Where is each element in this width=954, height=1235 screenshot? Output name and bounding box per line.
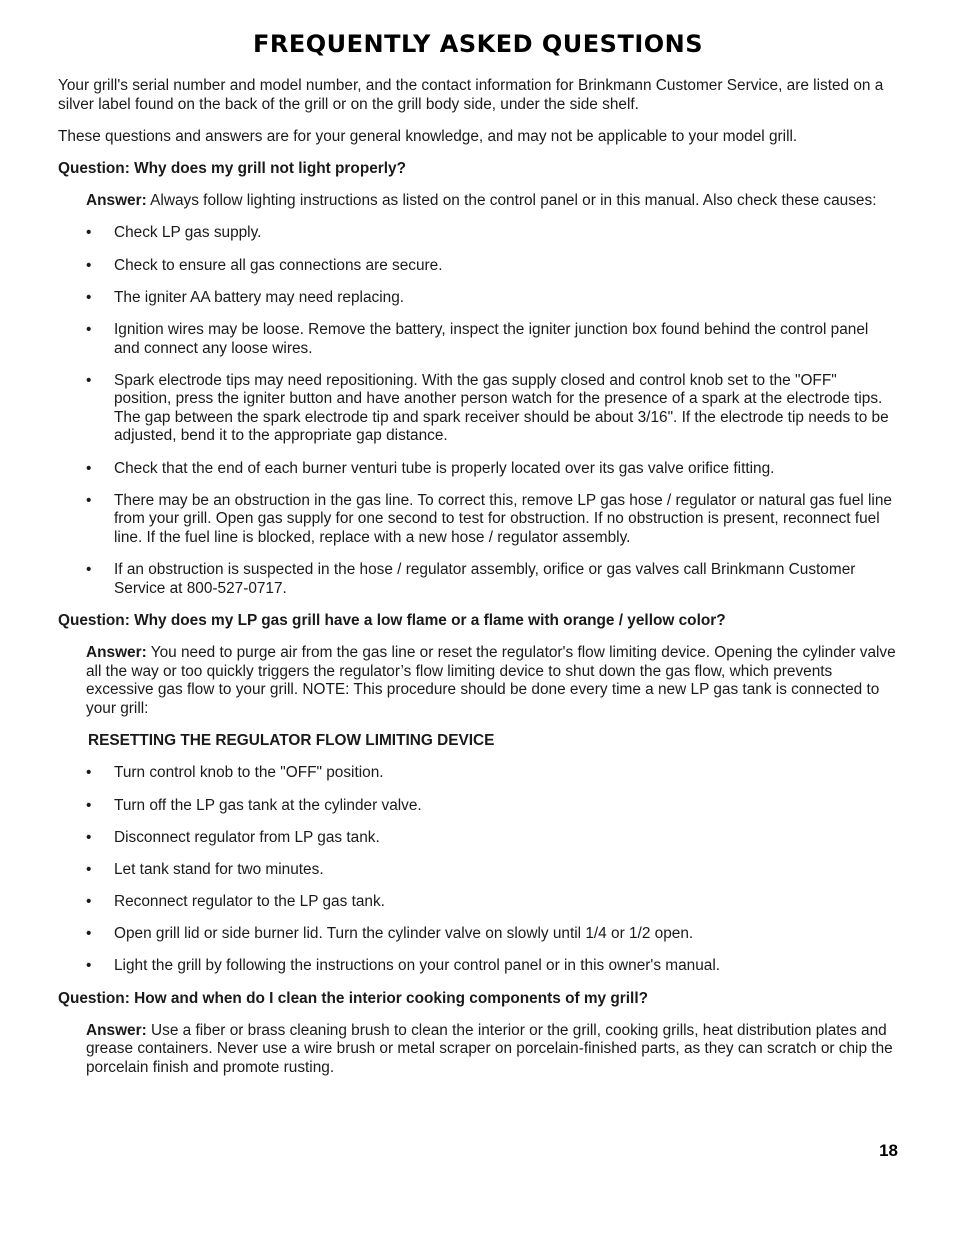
answer-2 [86,644,898,718]
question-3: Question: How and when do I clean the interior cooking components of my grill? [58,989,649,1007]
bullet-glyph: • [86,256,92,274]
list-item [58,861,898,880]
list-item [58,492,898,548]
list-item-text: There may be an obstruction in the gas line. To correct this, remove LP gas hose / regulator or natural gas fuel line from your grill. Open gas supply for one second to test for obstruction. If no obstruction is present, reconnect fuel line. If the fuel line is blocked, replace with a new hose / regulator assembly. [114,491,892,547]
answer-1 [86,192,898,211]
answer-label: Answer: [86,1021,147,1039]
content-flow [58,77,898,1091]
answer-2-bullets [58,764,898,976]
bullet-glyph: • [86,957,92,975]
intro-paragraph-2: These questions and answers are for your general knowledge, and may not be applicable to your model grill. [58,127,798,145]
list-item [58,797,898,816]
list-item [58,829,898,848]
list-item [58,224,898,243]
list-item [58,957,898,976]
bullet-glyph: • [86,371,92,389]
bullet-glyph: • [86,764,92,782]
question-1: Question: Why does my grill not light properly? [58,159,407,177]
list-item [58,764,898,783]
list-item [58,460,898,479]
bullet-glyph: • [86,893,92,911]
bullet-glyph: • [86,320,92,338]
list-item-text: Check to ensure all gas connections are secure. [114,256,443,274]
list-item-text: Reconnect regulator to the LP gas tank. [114,893,385,911]
list-item [58,372,898,446]
section-subheading: RESETTING THE REGULATOR FLOW LIMITING DEVICE [88,732,495,750]
list-item [58,321,898,358]
list-item [58,257,898,276]
intro-paragraph-1: Your grill's serial number and model number, and the contact information for Brinkmann Customer Service, are listed on a silver label found on the back of the grill or on the grill body side, under the side shelf. [58,77,884,113]
bullet-glyph: • [86,925,92,943]
bullet-glyph: • [86,796,92,814]
list-item-text: Check that the end of each burner venturi tube is properly located over its gas valve orifice fitting. [114,459,775,477]
answer-2-text: You need to purge air from the gas line or reset the regulator's flow limiting device. Opening the cylinder valve all the way or too quickly triggers the regulator’s flow limiting device to shut down the gas flow, which prevents excessive gas flow to your grill. NOTE: This procedure should be done every time a new LP gas tank is connected to your grill: [86,644,896,717]
bullet-glyph: • [86,288,92,306]
answer-label: Answer: [86,192,147,210]
list-item-text: Turn control knob to the "OFF" position. [114,764,384,782]
list-item-text: Check LP gas supply. [114,224,262,242]
list-item-text: Let tank stand for two minutes. [114,860,324,878]
answer-1-text: Always follow lighting instructions as listed on the control panel or in this manual. Also check these causes: [146,192,877,210]
page-number: 18 [879,1141,898,1160]
list-item-text: The igniter AA battery may need replacing. [114,288,405,306]
list-item [58,893,898,912]
list-item-text: Disconnect regulator from LP gas tank. [114,828,380,846]
list-item-text: Open grill lid or side burner lid. Turn the cylinder valve on slowly until 1/4 or 1/2 open. [114,925,694,943]
list-item-text: Ignition wires may be loose. Remove the battery, inspect the igniter junction box found behind the control panel and connect any loose wires. [114,320,869,357]
answer-label: Answer: [86,644,147,662]
list-item-text: If an obstruction is suspected in the hose / regulator assembly, orifice or gas valves call Brinkmann Customer Service at 800-527-0717. [114,561,856,597]
bullet-glyph: • [86,224,92,242]
question-2: Question: Why does my LP gas grill have a low flame or a flame with orange / yellow color? [58,612,726,629]
list-item [58,561,898,598]
bullet-glyph: • [86,459,92,477]
answer-3-text: Use a fiber or brass cleaning brush to clean the interior or the grill, cooking grills, heat distribution plates and grease containers. Never use a wire brush or metal scraper on porcelain-finished parts, as they can scratch or chip the porcelain finish and promote rusting. [86,1021,893,1077]
page-title: FREQUENTLY ASKED QUESTIONS [252,30,704,58]
list-item-text: Turn off the LP gas tank at the cylinder valve. [114,796,422,814]
answer-3 [86,1022,898,1078]
bullet-glyph: • [86,491,92,509]
list-item-text: Spark electrode tips may need repositioning. With the gas supply closed and control knob set to the "OFF" position, press the igniter button and have another person watch for the presence of a spark at the electrode tips. The gap between the spark electrode tip and spark receiver should be about 3/16". If the electrode tip needs to be adjusted, bend it to the appropriate gap distance. [114,371,889,445]
bullet-glyph: • [86,828,92,846]
bullet-glyph: • [86,860,92,878]
list-item [58,925,898,944]
bullet-glyph: • [86,561,92,579]
answer-1-bullets [58,224,898,598]
list-item [58,289,898,308]
list-item-text: Light the grill by following the instructions on your control panel or in this owner's manual. [114,957,721,975]
